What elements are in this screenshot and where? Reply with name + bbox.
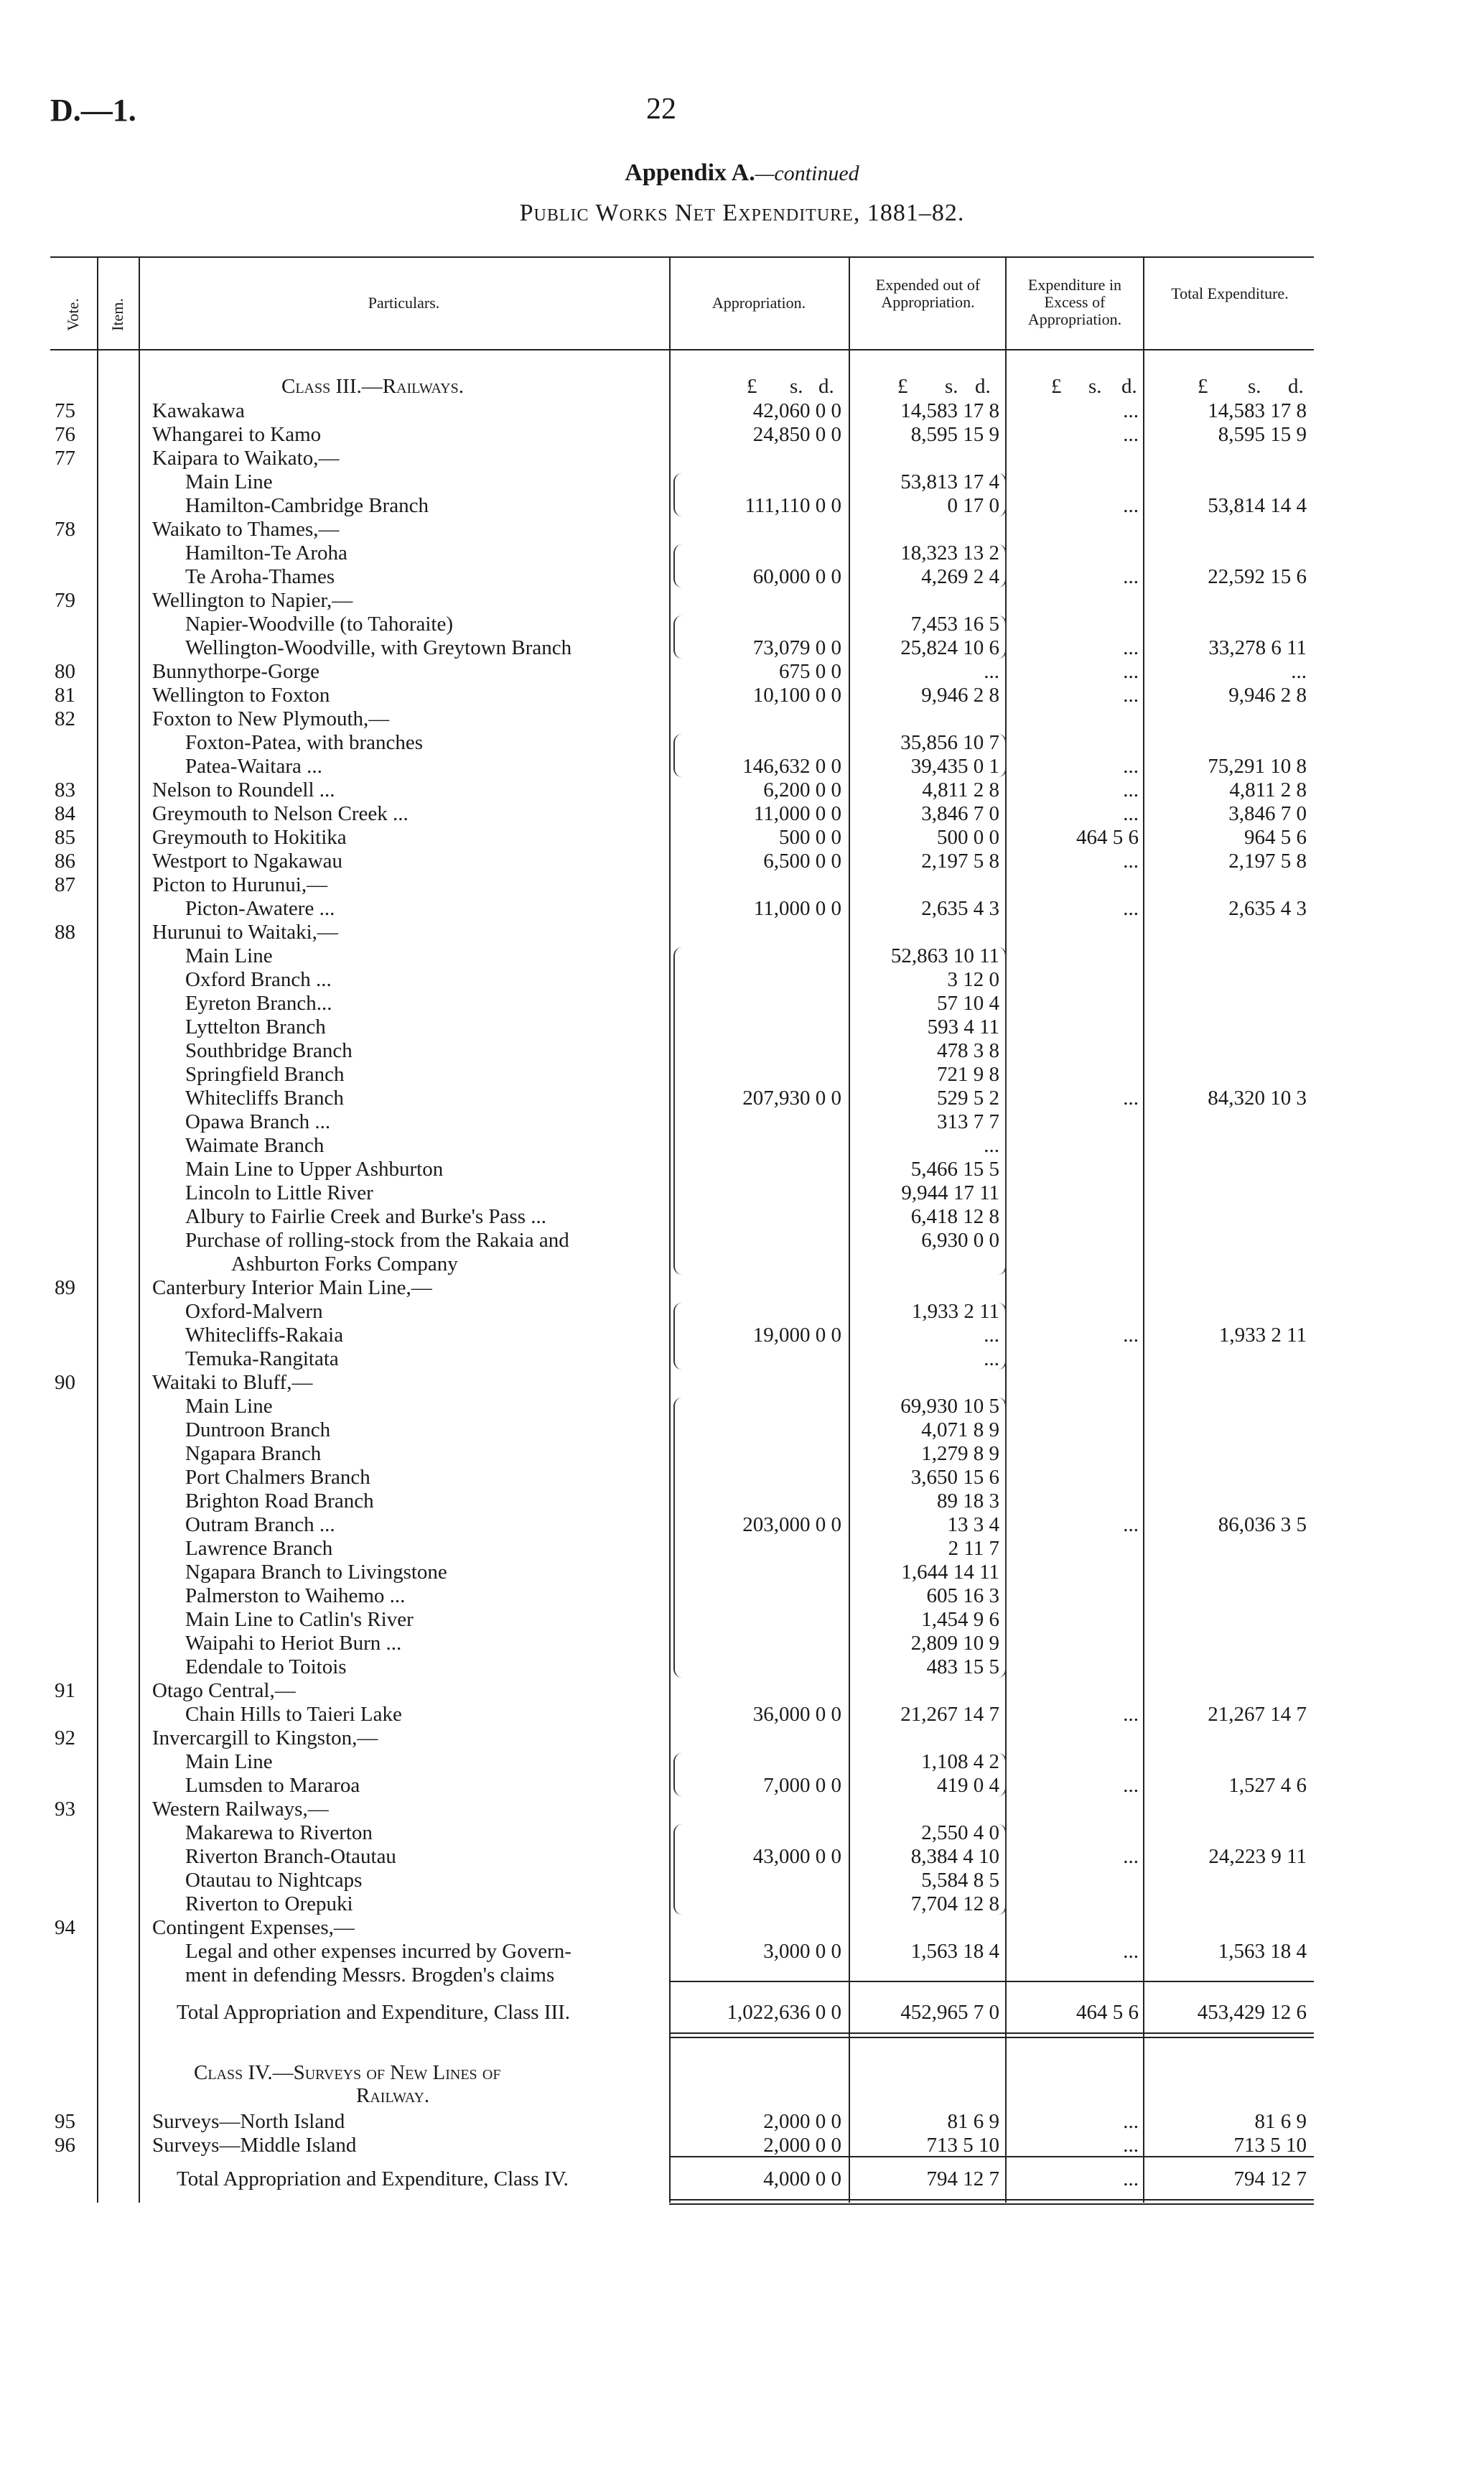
cell-exp: 89 18 3	[937, 1490, 999, 1512]
row-particulars: Contingent Expenses,—	[152, 1916, 355, 1939]
cell-exp: 1,563 18 4	[910, 1940, 999, 1963]
brace-right	[998, 544, 1007, 587]
cell-appr: 43,000 0 0	[752, 1845, 841, 1868]
brace-right	[998, 734, 1007, 777]
vote-number: 82	[55, 707, 75, 730]
cell-appr: 207,930 0 0	[742, 1087, 841, 1110]
row-particulars: Kaipara to Waikato,—	[152, 447, 340, 470]
cell-appr: 11,000 0 0	[753, 802, 841, 825]
cell-exp: 57 10 4	[937, 992, 999, 1015]
row-particulars: Southbridge Branch	[185, 1039, 353, 1062]
header-bottom-rule	[50, 349, 1314, 350]
money-unit-label: £	[747, 375, 757, 398]
row-particulars: Westport to Ngakawau	[152, 850, 343, 873]
money-unit-label: £	[1051, 375, 1062, 398]
brace-left	[673, 473, 682, 516]
cell-exp: 5,584 8 5	[921, 1869, 999, 1892]
class3-total-expended: 452,965 7 0	[900, 2001, 999, 2024]
vote-number: 93	[55, 1798, 75, 1821]
row-particulars: Surveys—Middle Island	[152, 2134, 357, 2157]
column-divider	[97, 256, 98, 2203]
cell-excess: ...	[1123, 897, 1139, 920]
row-particulars: Brighton Road Branch	[185, 1490, 374, 1512]
cell-excess: ...	[1123, 779, 1139, 801]
brace-right	[998, 473, 1007, 516]
row-particulars: Legal and other expenses incurred by Govern-	[185, 1940, 571, 1963]
expended-column-header: Expended out of Appropriation.	[875, 276, 981, 311]
cell-exp: 529 5 2	[937, 1087, 999, 1110]
cell-excess: ...	[1123, 684, 1139, 707]
row-particulars: Eyreton Branch...	[185, 992, 332, 1015]
excess-column-header: Expenditure in Excess of Appropriation.	[1027, 276, 1122, 328]
total-rule	[669, 2156, 1314, 2157]
row-particulars: Main Line	[185, 944, 273, 967]
brace-left	[673, 947, 682, 1275]
cell-exp: 4,269 2 4	[921, 565, 999, 588]
cell-exp: 2,197 5 8	[921, 850, 999, 873]
cell-total: 8,595 15 9	[1218, 423, 1307, 446]
brace-right	[998, 1303, 1007, 1370]
cell-exp: 9,946 2 8	[921, 684, 999, 707]
column-divider	[139, 256, 140, 2203]
class3-total-label: Total Appropriation and Expenditure, Class III.	[177, 2001, 571, 2024]
vote-number: 83	[55, 779, 75, 801]
cell-excess: ...	[1123, 399, 1139, 422]
cell-total: 86,036 3 5	[1218, 1513, 1307, 1536]
class4-total-label: Total Appropriation and Expenditure, Class IV.	[177, 2167, 569, 2190]
cell-appr: 73,079 0 0	[752, 636, 841, 659]
appendix-title: Appendix A.—continued	[625, 159, 859, 186]
vote-number: 81	[55, 684, 75, 707]
cell-exp: 21,267 14 7	[900, 1703, 999, 1726]
column-divider	[849, 256, 850, 2203]
vote-number: 94	[55, 1916, 75, 1939]
vote-number: 88	[55, 921, 75, 944]
money-unit-label: s.	[790, 375, 803, 398]
row-particulars: Port Chalmers Branch	[185, 1466, 370, 1489]
cell-exp: ...	[984, 1134, 999, 1157]
total-rule	[669, 1981, 1314, 1982]
total-double-rule	[669, 2032, 1314, 2034]
total-double-rule	[669, 2203, 1314, 2205]
row-particulars: Waimate Branch	[185, 1134, 325, 1157]
cell-exp: 25,824 10 6	[900, 636, 999, 659]
cell-total: 2,635 4 3	[1228, 897, 1307, 920]
vote-number: 80	[55, 660, 75, 683]
brace-right	[998, 947, 1007, 1275]
row-particulars: Springfield Branch	[185, 1063, 345, 1086]
cell-excess: ...	[1123, 1774, 1139, 1797]
row-particulars: Ngapara Branch	[185, 1442, 322, 1465]
cell-exp: 2,635 4 3	[921, 897, 999, 920]
cell-exp: 483 15 5	[926, 1655, 999, 1678]
cell-excess: 464 5 6	[1076, 826, 1139, 849]
vote-number: 77	[55, 447, 75, 470]
cell-appr: 500 0 0	[779, 826, 841, 849]
brace-right	[998, 1824, 1007, 1915]
row-particulars: Foxton to New Plymouth,—	[152, 707, 390, 730]
cell-exp: ...	[984, 1324, 999, 1347]
cell-total: 9,946 2 8	[1228, 684, 1307, 707]
column-divider	[1143, 256, 1144, 2203]
total-double-rule	[669, 2199, 1314, 2201]
cell-exp: 39,435 0 1	[910, 755, 999, 778]
cell-total: 81 6 9	[1254, 2110, 1307, 2133]
row-particulars: Whitecliffs Branch	[185, 1087, 344, 1110]
row-particulars: Napier-Woodville (to Tahoraite)	[185, 613, 453, 636]
cell-appr: 11,000 0 0	[753, 897, 841, 920]
cell-exp: 7,704 12 8	[910, 1892, 999, 1915]
cell-excess: ...	[1123, 660, 1139, 683]
vote-number: 90	[55, 1371, 75, 1394]
vote-number: 91	[55, 1679, 75, 1702]
cell-exp: 2,809 10 9	[910, 1632, 999, 1655]
cell-appr: 42,060 0 0	[752, 399, 841, 422]
cell-exp: 35,856 10 7	[900, 731, 999, 754]
cell-exp: 313 7 7	[937, 1110, 999, 1133]
brace-right	[998, 615, 1007, 659]
cell-appr: 6,200 0 0	[763, 779, 841, 801]
row-particulars: Palmerston to Waihemo ...	[185, 1584, 406, 1607]
total-double-rule	[669, 2037, 1314, 2038]
cell-total: 1,563 18 4	[1218, 1940, 1307, 1963]
class4-heading: Class IV.—Surveys of New Lines of	[194, 2061, 501, 2084]
money-unit-label: £	[1198, 375, 1208, 398]
cell-total: 1,527 4 6	[1228, 1774, 1307, 1797]
cell-appr: 146,632 0 0	[742, 755, 841, 778]
row-particulars: Whitecliffs-Rakaia	[185, 1324, 344, 1347]
cell-excess: ...	[1123, 755, 1139, 778]
vote-number: 84	[55, 802, 75, 825]
cell-exp: 3,650 15 6	[910, 1466, 999, 1489]
row-particulars: Waikato to Thames,—	[152, 518, 340, 541]
cell-exp: 713 5 10	[926, 2134, 999, 2157]
row-particulars: Ngapara Branch to Livingstone	[185, 1561, 447, 1584]
row-particulars: Whangarei to Kamo	[152, 423, 322, 446]
cell-exp: 1,454 9 6	[921, 1608, 999, 1631]
row-particulars: Greymouth to Nelson Creek ...	[152, 802, 409, 825]
vote-number: 86	[55, 850, 75, 873]
brace-left	[673, 1824, 682, 1915]
cell-exp: 2,550 4 0	[921, 1821, 999, 1844]
cell-exp: 18,323 13 2	[900, 542, 999, 564]
total-column-header: Total Expenditure.	[1171, 284, 1289, 302]
cell-appr: 10,100 0 0	[752, 684, 841, 707]
row-particulars: Hurunui to Waitaki,—	[152, 921, 338, 944]
cell-total: ...	[1291, 660, 1307, 683]
particulars-column-header: Particulars.	[368, 294, 440, 312]
row-particulars: Main Line to Upper Ashburton	[185, 1158, 444, 1181]
brace-left	[673, 615, 682, 659]
row-particulars: Invercargill to Kingston,—	[152, 1727, 378, 1749]
cell-appr: 2,000 0 0	[763, 2110, 841, 2133]
cell-appr: 36,000 0 0	[752, 1703, 841, 1726]
cell-exp: 69,930 10 5	[900, 1395, 999, 1418]
row-particulars: Bunnythorpe-Gorge	[152, 660, 320, 683]
cell-exp: 721 9 8	[937, 1063, 999, 1086]
cell-exp: 3,846 7 0	[921, 802, 999, 825]
cell-appr: 19,000 0 0	[752, 1324, 841, 1347]
vote-number: 85	[55, 826, 75, 849]
cell-total: 24,223 9 11	[1208, 1845, 1307, 1868]
vote-number: 75	[55, 399, 75, 422]
row-particulars: Patea-Waitara ...	[185, 755, 322, 778]
class4-total-total: 794 12 7	[1233, 2167, 1307, 2190]
cell-appr: 111,110 0 0	[745, 494, 841, 517]
vote-number: 89	[55, 1276, 75, 1299]
vote-number: 95	[55, 2110, 75, 2133]
class3-heading: Class III.—Railways.	[281, 375, 464, 398]
cell-exp: 478 3 8	[937, 1039, 999, 1062]
cell-excess: ...	[1123, 636, 1139, 659]
brace-left	[673, 1303, 682, 1370]
row-particulars: Foxton-Patea, with branches	[185, 731, 424, 754]
class3-total-total: 453,429 12 6	[1197, 2001, 1307, 2024]
row-particulars: Oxford-Malvern	[185, 1300, 323, 1323]
cell-total: 713 5 10	[1233, 2134, 1307, 2157]
row-particulars: Duntroon Branch	[185, 1418, 331, 1441]
cell-total: 964 5 6	[1244, 826, 1307, 849]
row-particulars: Purchase of rolling-stock from the Rakaia and	[185, 1229, 569, 1252]
appropriation-column-header: Appropriation.	[711, 294, 806, 312]
row-particulars: Otago Central,—	[152, 1679, 296, 1702]
row-particulars: Ashburton Forks Company	[231, 1253, 458, 1275]
cell-total: 14,583 17 8	[1208, 399, 1307, 422]
row-particulars: Riverton Branch-Otautau	[185, 1845, 396, 1868]
cell-exp: 6,930 0 0	[921, 1229, 999, 1252]
cell-exp: 1,108 4 2	[921, 1750, 999, 1773]
cell-appr: 6,500 0 0	[763, 850, 841, 873]
cell-exp: ...	[984, 660, 999, 683]
row-particulars: Albury to Fairlie Creek and Burke's Pass ...	[185, 1205, 546, 1228]
row-particulars: Wellington to Foxton	[152, 684, 330, 707]
row-particulars: Hamilton-Te Aroha	[185, 542, 347, 564]
cell-exp: 4,071 8 9	[921, 1418, 999, 1441]
money-unit-label: £	[897, 375, 908, 398]
cell-exp: 1,279 8 9	[921, 1442, 999, 1465]
class4-total-appropriation: 4,000 0 0	[763, 2167, 841, 2190]
cell-total: 2,197 5 8	[1228, 850, 1307, 873]
row-particulars: Nelson to Roundell ...	[152, 779, 335, 801]
class4-heading-line2: Railway.	[356, 2084, 430, 2107]
cell-exp: 419 0 4	[937, 1774, 999, 1797]
row-particulars: Waipahi to Heriot Burn ...	[185, 1632, 402, 1655]
cell-total: 21,267 14 7	[1208, 1703, 1307, 1726]
cell-exp: 8,595 15 9	[910, 423, 999, 446]
cell-exp: 1,644 14 11	[901, 1561, 999, 1584]
row-particulars: Riverton to Orepuki	[185, 1892, 353, 1915]
cell-excess: ...	[1123, 565, 1139, 588]
money-unit-label: s.	[1248, 375, 1261, 398]
money-unit-label: s.	[1088, 375, 1102, 398]
row-particulars: Wellington-Woodville, with Greytown Branch	[185, 636, 572, 659]
row-particulars: Opawa Branch ...	[185, 1110, 331, 1133]
row-particulars: Hamilton-Cambridge Branch	[185, 494, 429, 517]
cell-exp: 500 0 0	[937, 826, 999, 849]
cell-exp: 53,813 17 4	[900, 470, 999, 493]
vote-number: 76	[55, 423, 75, 446]
cell-excess: ...	[1123, 2110, 1139, 2133]
row-particulars: Picton to Hurunui,—	[152, 873, 328, 896]
row-particulars: Greymouth to Hokitika	[152, 826, 347, 849]
cell-exp: 52,863 10 11	[890, 944, 999, 967]
row-particulars: Chain Hills to Taieri Lake	[185, 1703, 402, 1726]
page-number: 22	[646, 93, 676, 126]
row-particulars: Lawrence Branch	[185, 1537, 333, 1560]
document-code: D.—1.	[50, 93, 136, 128]
cell-excess: ...	[1123, 2134, 1139, 2157]
column-divider	[669, 256, 671, 2203]
cell-exp: 8,384 4 10	[910, 1845, 999, 1868]
row-particulars: Surveys—North Island	[152, 2110, 345, 2133]
cell-exp: 13 3 4	[947, 1513, 999, 1536]
row-particulars: Oxford Branch ...	[185, 968, 332, 991]
money-unit-label: s.	[945, 375, 958, 398]
vote-number: 79	[55, 589, 75, 612]
brace-left	[673, 544, 682, 587]
brace-right	[998, 1753, 1007, 1796]
cell-excess: ...	[1123, 423, 1139, 446]
class4-total-expended: 794 12 7	[926, 2167, 999, 2190]
row-particulars: Canterbury Interior Main Line,—	[152, 1276, 432, 1299]
cell-appr: 2,000 0 0	[763, 2134, 841, 2157]
vote-number: 87	[55, 873, 75, 896]
row-particulars: Main Line to Catlin's River	[185, 1608, 414, 1631]
row-particulars: Otautau to Nightcaps	[185, 1869, 363, 1892]
money-unit-label: d.	[1288, 375, 1304, 398]
cell-exp: 6,418 12 8	[910, 1205, 999, 1228]
table-top-rule	[50, 256, 1314, 258]
row-particulars: Western Railways,—	[152, 1798, 329, 1821]
cell-excess: ...	[1123, 802, 1139, 825]
class4-total-excess: ...	[1123, 2167, 1139, 2190]
cell-total: 1,933 2 11	[1218, 1324, 1307, 1347]
cell-appr: 60,000 0 0	[752, 565, 841, 588]
vote-number: 96	[55, 2134, 75, 2157]
class3-total-appropriation: 1,022,636 0 0	[727, 2001, 841, 2024]
vote-column-header: Vote.	[64, 298, 82, 331]
money-unit-label: d.	[975, 375, 991, 398]
cell-total: 4,811 2 8	[1229, 779, 1307, 801]
row-particulars: Makarewa to Riverton	[185, 1821, 373, 1844]
cell-exp: 14,583 17 8	[900, 399, 999, 422]
cell-excess: ...	[1123, 1703, 1139, 1726]
cell-total: 53,814 14 4	[1208, 494, 1307, 517]
cell-exp: 81 6 9	[947, 2110, 999, 2133]
row-particulars: Waitaki to Bluff,—	[152, 1371, 313, 1394]
row-particulars: ment in defending Messrs. Brogden's claims	[185, 1964, 555, 1986]
cell-appr: 24,850 0 0	[752, 423, 841, 446]
cell-exp: 3 12 0	[947, 968, 999, 991]
cell-total: 84,320 10 3	[1208, 1087, 1307, 1110]
row-particulars: Lumsden to Mararoa	[185, 1774, 360, 1797]
class3-total-excess: 464 5 6	[1076, 2001, 1139, 2024]
row-particulars: Main Line	[185, 1750, 273, 1773]
cell-exp: 4,811 2 8	[922, 779, 999, 801]
cell-excess: ...	[1123, 850, 1139, 873]
row-particulars: Temuka-Rangitata	[185, 1347, 339, 1370]
cell-exp: 1,933 2 11	[911, 1300, 999, 1323]
row-particulars: Outram Branch ...	[185, 1513, 335, 1536]
item-column-header: Item.	[108, 298, 126, 331]
cell-exp: 5,466 15 5	[910, 1158, 999, 1181]
cell-appr: 7,000 0 0	[763, 1774, 841, 1797]
brace-left	[673, 1398, 682, 1678]
row-particulars: Kawakawa	[152, 399, 245, 422]
cell-exp: ...	[984, 1347, 999, 1370]
cell-total: 22,592 15 6	[1208, 565, 1307, 588]
cell-excess: ...	[1123, 1513, 1139, 1536]
row-particulars: Main Line	[185, 470, 273, 493]
money-unit-label: d.	[818, 375, 834, 398]
cell-appr: 203,000 0 0	[742, 1513, 841, 1536]
brace-right	[998, 1398, 1007, 1678]
cell-exp: 605 16 3	[926, 1584, 999, 1607]
money-unit-label: d.	[1121, 375, 1137, 398]
cell-excess: ...	[1123, 1845, 1139, 1868]
cell-appr: 3,000 0 0	[763, 1940, 841, 1963]
cell-exp: 0 17 0	[947, 494, 999, 517]
cell-excess: ...	[1123, 1324, 1139, 1347]
row-particulars: Te Aroha-Thames	[185, 565, 335, 588]
row-particulars: Wellington to Napier,—	[152, 589, 353, 612]
row-particulars: Main Line	[185, 1395, 273, 1418]
vote-number: 92	[55, 1727, 75, 1749]
row-particulars: Lyttelton Branch	[185, 1016, 326, 1038]
cell-excess: ...	[1123, 1087, 1139, 1110]
cell-appr: 675 0 0	[779, 660, 841, 683]
cell-exp: 593 4 11	[927, 1016, 999, 1038]
brace-left	[673, 1753, 682, 1796]
row-particulars: Edendale to Toitois	[185, 1655, 347, 1678]
cell-excess: ...	[1123, 1940, 1139, 1963]
row-particulars: Lincoln to Little River	[185, 1181, 373, 1204]
vote-number: 78	[55, 518, 75, 541]
cell-total: 33,278 6 11	[1208, 636, 1307, 659]
brace-left	[673, 734, 682, 777]
cell-exp: 7,453 16 5	[910, 613, 999, 636]
cell-excess: ...	[1123, 494, 1139, 517]
cell-exp: 9,944 17 11	[901, 1181, 999, 1204]
table-subtitle: Public Works Net Expenditure, 1881–82.	[519, 200, 965, 226]
cell-total: 75,291 10 8	[1208, 755, 1307, 778]
cell-exp: 2 11 7	[948, 1537, 999, 1560]
cell-total: 3,846 7 0	[1228, 802, 1307, 825]
row-particulars: Picton-Awatere ...	[185, 897, 335, 920]
